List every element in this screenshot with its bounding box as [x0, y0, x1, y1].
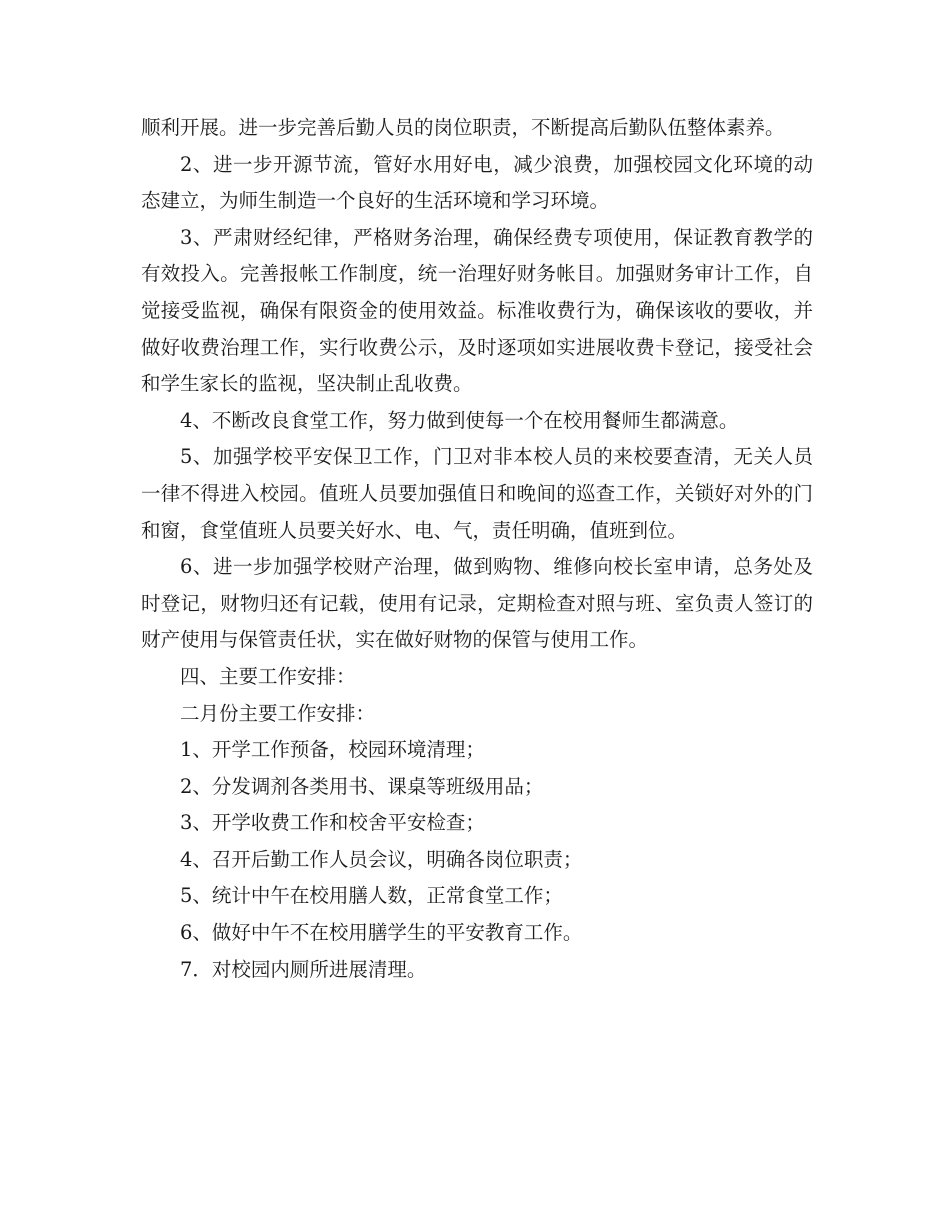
sub-heading: 二月份主要工作安排： — [180, 701, 376, 725]
list-item: 6、做好中午不在校用膳学生的平安教育工作。 — [180, 921, 583, 945]
paragraph-continuation: 顺利开展。进一步完善后勤人员的岗位职责，不断提高后勤队伍整体素养。 — [141, 116, 785, 139]
paragraph-item-6: 6、进一步加强学校财产治理，做到购物、维修向校长室申请，总务处及时登记，财物归还有记载，使用有记录，定期检查对照与班、室负责人签订的财产使用与保管责任状，实在做好财物的保管与使用工作。 — [141, 555, 813, 652]
paragraph-item-5: 5、加强学校平安保卫工作，门卫对非本校人员的来校要查清，无关人员一律不得进入校园。值班人员要加强值日和晚间的巡查工作，关锁好对外的门和窗，食堂值班人员要关好水、电、气，责任明确，值班到位。 — [141, 445, 813, 542]
list-item: 3、开学收费工作和校舍平安检查； — [180, 811, 485, 835]
list-item: 2、分发调剂各类用书、课桌等班级用品； — [180, 774, 544, 798]
list-item: 5、统计中午在校用膳人数，正常食堂工作； — [180, 884, 563, 908]
list-item: 7．对校园内厕所进展清理。 — [180, 957, 427, 981]
list-item: 4、召开后勤工作人员会议，明确各岗位职责； — [180, 847, 583, 871]
paragraph-item-3: 3、严肃财经纪律，严格财务治理，确保经费专项使用，保证教育教学的有效投入。完善报帐工作制度，统一治理好财务帐目。加强财务审计工作，自觉接受监视，确保有限资金的使用效益。标准收费行为，确保该收的要收，并做好收费治理工作，实行收费公示，及时逐项如实进展收费卡登记，接受社会和学生家长的监视，坚决制止乱收费。 — [141, 225, 813, 396]
section-heading: 四、主要工作安排： — [180, 664, 356, 688]
list-item: 1、开学工作预备，校园环境清理； — [180, 738, 485, 762]
paragraph-item-4: 4、不断改良食堂工作，努力做到使每一个在校用餐师生都满意。 — [180, 408, 739, 432]
document-body — [141, 110, 813, 988]
paragraph-item-2: 2、进一步开源节流，管好水用好电，减少浪费，加强校园文化环境的动态建立，为师生制造一个良好的生活环境和学习环境。 — [141, 152, 813, 213]
